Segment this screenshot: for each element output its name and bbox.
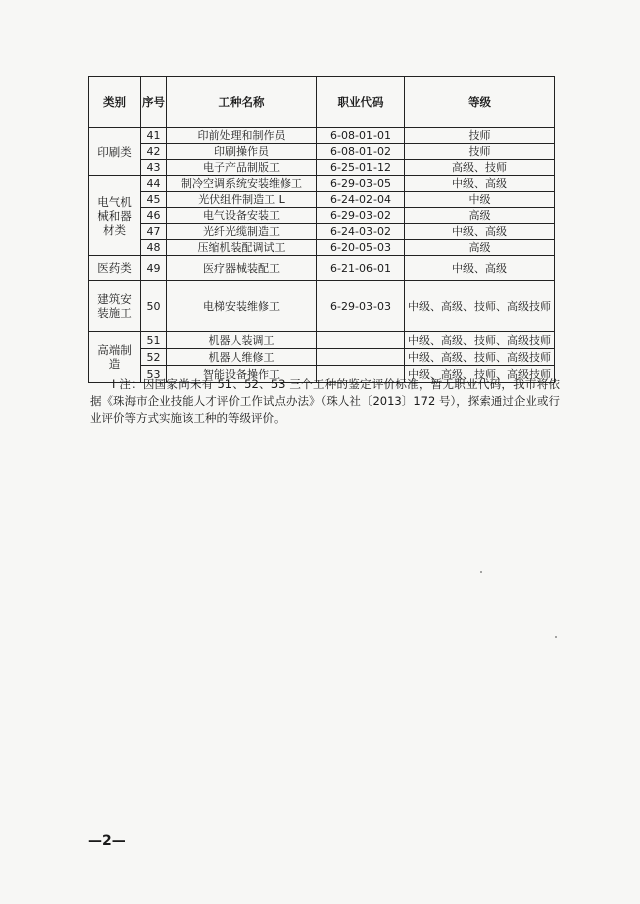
name-cell: 制冷空调系统安装维修工 xyxy=(167,176,317,192)
level-cell: 中级、高级、技师、高级技师 xyxy=(405,332,555,349)
level-cell: 高级 xyxy=(405,208,555,224)
occupation-table xyxy=(88,76,555,383)
seq-cell: 50 xyxy=(141,281,167,332)
name-cell: 印前处理和制作员 xyxy=(167,128,317,144)
name-cell: 光伏组件制造工 L xyxy=(167,192,317,208)
level-cell: 高级、技师 xyxy=(405,160,555,176)
level-cell: 技师 xyxy=(405,144,555,160)
code-cell: 6-29-03-02 xyxy=(317,208,405,224)
level-cell: 中级、高级、技师、高级技师 xyxy=(405,366,555,383)
table-row xyxy=(89,349,555,366)
category-cell: 印刷类 xyxy=(89,128,141,176)
page-number: —2— xyxy=(88,833,126,849)
seq-cell: 44 xyxy=(141,176,167,192)
name-cell: 印刷操作员 xyxy=(167,144,317,160)
seq-cell: 53 xyxy=(141,366,167,383)
seq-cell: 45 xyxy=(141,192,167,208)
level-cell: 高级 xyxy=(405,240,555,256)
table-body xyxy=(89,128,555,383)
table-row xyxy=(89,281,555,332)
code-cell: 6-29-03-05 xyxy=(317,176,405,192)
name-cell: 医疗器械装配工 xyxy=(167,256,317,281)
name-cell: 光纤光缆制造工 xyxy=(167,224,317,240)
header-name: 工种名称 xyxy=(167,77,317,128)
footnote: I 注：因国家尚未有 51、52、53 三个工种的鉴定评价标准，暂无职业代码，我市将依据《珠海市企业技能人才评价工作试点办法》（珠人社〔2013〕172 号），探索通过企业或行业评价等方式实施该工种的等级评价。 xyxy=(90,377,560,425)
name-cell: 压缩机装配调试工 xyxy=(167,240,317,256)
table-row xyxy=(89,144,555,160)
table-row xyxy=(89,176,555,192)
code-cell: 6-25-01-12 xyxy=(317,160,405,176)
scan-speck xyxy=(480,571,482,573)
level-cell: 中级、高级 xyxy=(405,256,555,281)
code-cell: 6-29-03-03 xyxy=(317,281,405,332)
category-cell: 高端制造 xyxy=(89,332,141,383)
category-cell: 医药类 xyxy=(89,256,141,281)
seq-cell: 46 xyxy=(141,208,167,224)
name-cell: 电梯安装维修工 xyxy=(167,281,317,332)
level-cell: 中级、高级 xyxy=(405,224,555,240)
code-cell: 6-20-05-03 xyxy=(317,240,405,256)
header-category: 类别 xyxy=(89,77,141,128)
scan-speck xyxy=(555,636,557,638)
code-cell: 6-21-06-01 xyxy=(317,256,405,281)
table-row xyxy=(89,224,555,240)
header-seq: 序号 xyxy=(141,77,167,128)
seq-cell: 41 xyxy=(141,128,167,144)
name-cell: 机器人装调工 xyxy=(167,332,317,349)
code-cell: 6-08-01-02 xyxy=(317,144,405,160)
table-row xyxy=(89,256,555,281)
seq-cell: 42 xyxy=(141,144,167,160)
level-cell: 中级、高级 xyxy=(405,176,555,192)
level-cell: 技师 xyxy=(405,128,555,144)
table-row xyxy=(89,332,555,349)
seq-cell: 43 xyxy=(141,160,167,176)
level-cell: 中级、高级、技师、高级技师 xyxy=(405,281,555,332)
category-cell: 建筑安装施工 xyxy=(89,281,141,332)
seq-cell: 49 xyxy=(141,256,167,281)
code-cell xyxy=(317,332,405,349)
table-row xyxy=(89,240,555,256)
seq-cell: 47 xyxy=(141,224,167,240)
table-row xyxy=(89,208,555,224)
name-cell: 电气设备安装工 xyxy=(167,208,317,224)
seq-cell: 52 xyxy=(141,349,167,366)
code-cell: 6-24-03-02 xyxy=(317,224,405,240)
table-row xyxy=(89,192,555,208)
category-cell: 电气机械和器材类 xyxy=(89,176,141,256)
name-cell: 电子产品制版工 xyxy=(167,160,317,176)
seq-cell: 48 xyxy=(141,240,167,256)
header-level: 等级 xyxy=(405,77,555,128)
table-header-row xyxy=(89,77,555,128)
table-row xyxy=(89,160,555,176)
code-cell: 6-08-01-01 xyxy=(317,128,405,144)
header-code: 职业代码 xyxy=(317,77,405,128)
name-cell: 智能设备操作工 xyxy=(167,366,317,383)
table-row xyxy=(89,128,555,144)
level-cell: 中级 xyxy=(405,192,555,208)
code-cell xyxy=(317,349,405,366)
seq-cell: 51 xyxy=(141,332,167,349)
code-cell: 6-24-02-04 xyxy=(317,192,405,208)
name-cell: 机器人维修工 xyxy=(167,349,317,366)
level-cell: 中级、高级、技师、高级技师 xyxy=(405,349,555,366)
